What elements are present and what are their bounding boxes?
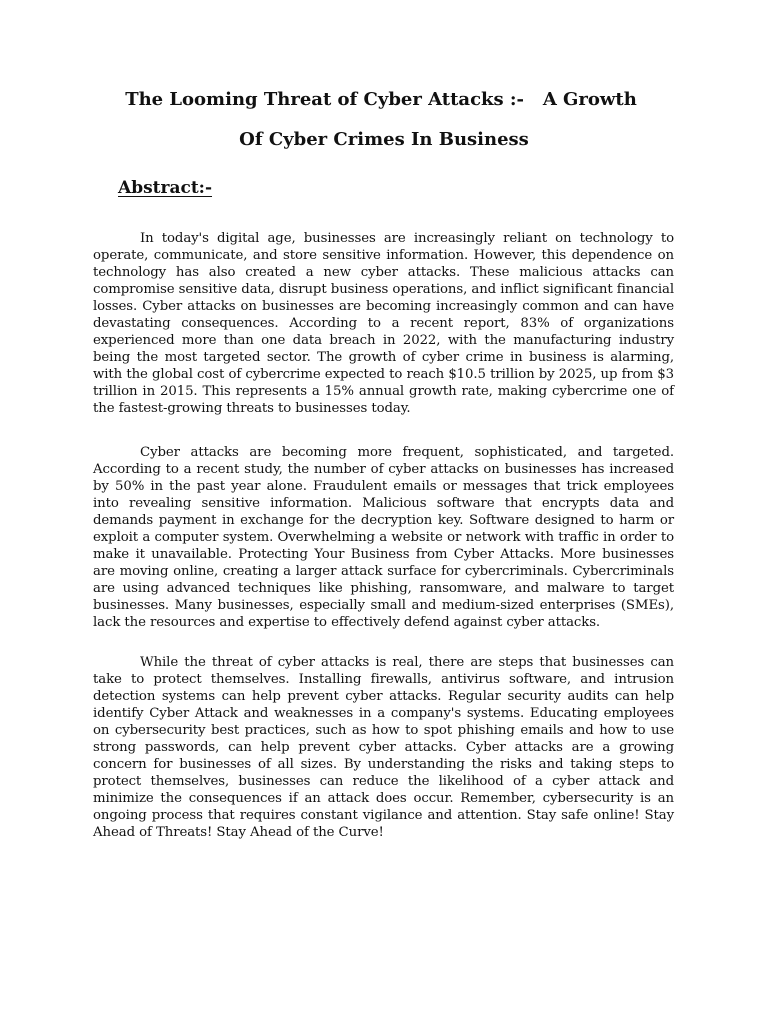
abstract-paragraph-2: Cyber attacks are becoming more frequent, sophisticated, and targeted. According to a recent study, the number of cyber attacks on businesses has increased by 50% in the past year alone. Fraudulent emails or messages that trick employees into revealing sensitive information. Malicious software that encrypts data and demands payment in exchange for the decryption key. Software designed to harm or exploit a computer system. Overwhelming a website or network with traffic in order to make it unavailable. Protecting Your Business from Cyber Attacks. More businesses are moving online, creating a larger attack surface for cybercriminals. Cybercriminals are using advanced techniques like phishing, ransomware, and malware to target businesses. Many businesses, especially small and medium-sized enterprises (SMEs), lack the resources and expertise to effectively defend against cyber attacks. bbox=[93, 445, 674, 631]
document-title-line-2: Of Cyber Crimes In Business bbox=[239, 129, 529, 150]
abstract-paragraph-3: While the threat of cyber attacks is real, there are steps that businesses can take to protect themselves. Installing firewalls, antivirus software, and intrusion detection systems can help prevent cyber attacks. Regular security audits can help identify Cyber Attack and weaknesses in a company's systems. Educating employees on cybersecurity best practices, such as how to spot phishing emails and how to use strong passwords, can help prevent cyber attacks. Cyber attacks are a growing concern for businesses of all sizes. By understanding the risks and taking steps to protect themselves, businesses can reduce the likelihood of a cyber attack and minimize the consequences if an attack does occur. Remember, cybersecurity is an ongoing process that requires constant vigilance and attention. Stay safe online! Stay Ahead of Threats! Stay Ahead of the Curve! bbox=[93, 655, 674, 841]
abstract-heading: Abstract:- bbox=[118, 178, 213, 198]
abstract-paragraph-1: In today's digital age, businesses are increasingly reliant on technology to operate, communicate, and store sensitive information. However, this dependence on technology has also created a new cyber attacks. These malicious attacks can compromise sensitive data, disrupt business operations, and inflict significant financial losses. Cyber attacks on businesses are becoming increasingly common and can have devastating consequences. According to a recent report, 83% of organizations experienced more than one data breach in 2022, with the manufacturing industry being the most targeted sector. The growth of cyber crime in business is alarming, with the global cost of cybercrime expected to reach $10.5 trillion by 2025, up from $3 trillion in 2015. This represents a 15% annual growth rate, making cybercrime one of the fastest-growing threats to businesses today. bbox=[93, 231, 674, 417]
document-title-line-1: The Looming Threat of Cyber Attacks :- A Growth bbox=[125, 89, 637, 110]
